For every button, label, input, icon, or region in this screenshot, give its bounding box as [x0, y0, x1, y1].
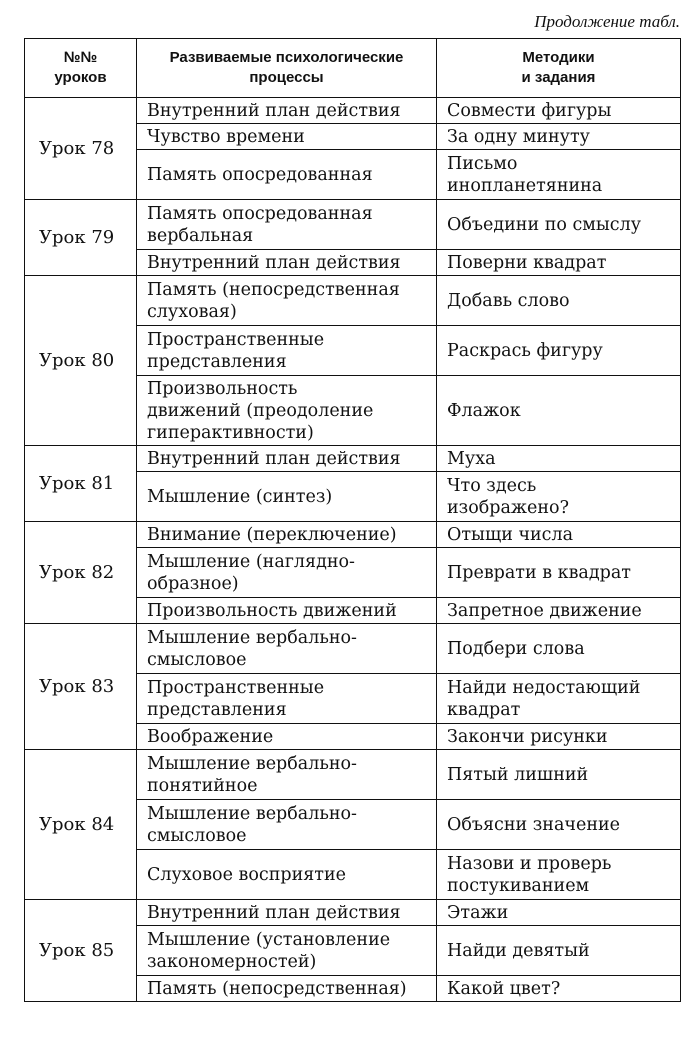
- method-cell: Совмести фигуры: [437, 98, 681, 124]
- method-cell: Письмо инопланетянина: [437, 150, 681, 200]
- table-row: [25, 900, 681, 926]
- process-cell: Чувство времени: [137, 124, 437, 150]
- method-cell: Запретное движение: [437, 598, 681, 624]
- process-cell: Пространственные представления: [137, 674, 437, 724]
- method-cell: Найди девятый: [437, 926, 681, 976]
- table-body: [25, 98, 681, 1002]
- lesson-name: Урок 83: [25, 624, 137, 750]
- header-lessons: №№ уроков: [25, 39, 137, 98]
- process-cell: Мышление вербально- понятийное: [137, 750, 437, 800]
- method-cell: Преврати в квадрат: [437, 548, 681, 598]
- method-cell: Что здесь изображено?: [437, 472, 681, 522]
- lesson-name: Урок 79: [25, 200, 137, 276]
- process-cell: Внутренний план действия: [137, 250, 437, 276]
- process-cell: Мышление (установление закономерностей): [137, 926, 437, 976]
- method-cell: Флажок: [437, 376, 681, 446]
- lesson-name: Урок 84: [25, 750, 137, 900]
- process-cell: Произвольность движений: [137, 598, 437, 624]
- table-row: [25, 200, 681, 250]
- process-cell: Мышление (синтез): [137, 472, 437, 522]
- process-cell: Память (непосредственная слуховая): [137, 276, 437, 326]
- table-row: [25, 446, 681, 472]
- process-cell: Память опосредованная: [137, 150, 437, 200]
- method-cell: Поверни квадрат: [437, 250, 681, 276]
- process-cell: Внимание (переключение): [137, 522, 437, 548]
- method-cell: Какой цвет?: [437, 976, 681, 1002]
- process-cell: Мышление вербально- смысловое: [137, 624, 437, 674]
- method-cell: Закончи рисунки: [437, 724, 681, 750]
- process-cell: Память опосредованная вербальная: [137, 200, 437, 250]
- header-processes: Развиваемые психологические процессы: [137, 39, 437, 98]
- lesson-name: Урок 80: [25, 276, 137, 446]
- method-cell: Этажи: [437, 900, 681, 926]
- method-cell: Отыщи числа: [437, 522, 681, 548]
- process-cell: Воображение: [137, 724, 437, 750]
- table-row: [25, 522, 681, 548]
- method-cell: Объедини по смыслу: [437, 200, 681, 250]
- lesson-name: Урок 82: [25, 522, 137, 624]
- process-cell: Внутренний план действия: [137, 900, 437, 926]
- table-row: [25, 624, 681, 674]
- method-cell: Объясни значение: [437, 800, 681, 850]
- process-cell: Внутренний план действия: [137, 98, 437, 124]
- method-cell: Пятый лишний: [437, 750, 681, 800]
- process-cell: Мышление вербально- смысловое: [137, 800, 437, 850]
- process-cell: Слуховое восприятие: [137, 850, 437, 900]
- process-cell: Внутренний план действия: [137, 446, 437, 472]
- process-cell: Пространственные представления: [137, 326, 437, 376]
- method-cell: Найди недостающий квадрат: [437, 674, 681, 724]
- process-cell: Произвольность движений (преодоление гиперактивности): [137, 376, 437, 446]
- method-cell: Добавь слово: [437, 276, 681, 326]
- table-header-row: [25, 39, 681, 98]
- lesson-name: Урок 78: [25, 98, 137, 200]
- process-cell: Память (непосредственная): [137, 976, 437, 1002]
- header-methods: Методики и задания: [437, 39, 681, 98]
- method-cell: Подбери слова: [437, 624, 681, 674]
- lessons-table: [24, 38, 681, 1002]
- table-caption: Продолжение табл.: [534, 12, 680, 31]
- process-cell: Мышление (наглядно- образное): [137, 548, 437, 598]
- method-cell: За одну минуту: [437, 124, 681, 150]
- method-cell: Назови и проверь постукиванием: [437, 850, 681, 900]
- table-row: [25, 750, 681, 800]
- table-row: [25, 98, 681, 124]
- table-row: [25, 276, 681, 326]
- method-cell: Муха: [437, 446, 681, 472]
- lesson-name: Урок 85: [25, 900, 137, 1002]
- method-cell: Раскрась фигуру: [437, 326, 681, 376]
- lesson-name: Урок 81: [25, 446, 137, 522]
